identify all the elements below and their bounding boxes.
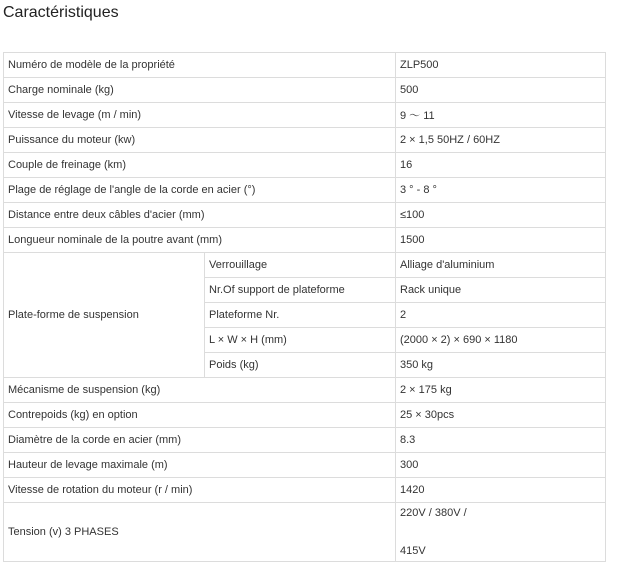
row-value: 3 ° - 8 °	[396, 178, 606, 203]
row-label: Diamètre de la corde en acier (mm)	[4, 428, 396, 453]
row-label: Hauteur de levage maximale (m)	[4, 453, 396, 478]
table-row	[4, 53, 606, 78]
row-value: 8.3	[396, 428, 606, 453]
sub-row-value: 350 kg	[396, 353, 606, 378]
row-label: Mécanisme de suspension (kg)	[4, 378, 396, 403]
row-value: 1500	[396, 228, 606, 253]
table-row	[4, 478, 606, 503]
table-row	[4, 403, 606, 428]
sub-row-value: Rack unique	[396, 278, 606, 303]
row-value: 500	[396, 78, 606, 103]
row-label: Puissance du moteur (kw)	[4, 128, 396, 153]
sub-row-value: (2000 × 2) × 690 × 1180	[396, 328, 606, 353]
row-value: ≤100	[396, 203, 606, 228]
row-label: Vitesse de levage (m / min)	[4, 103, 396, 128]
sub-row-value: Alliage d'aluminium	[396, 253, 606, 278]
row-label: Distance entre deux câbles d'acier (mm)	[4, 203, 396, 228]
sub-row-label: Plateforme Nr.	[205, 303, 396, 328]
row-value: 2 × 175 kg	[396, 378, 606, 403]
sub-row-label: Nr.Of support de plateforme	[205, 278, 396, 303]
table-row	[4, 503, 606, 562]
page-title: Caractéristiques	[3, 4, 119, 21]
row-value: ZLP500	[396, 53, 606, 78]
table-row	[4, 178, 606, 203]
row-value: 2 × 1,5 50HZ / 60HZ	[396, 128, 606, 153]
table-row	[4, 453, 606, 478]
table-row	[4, 253, 606, 278]
platform-group-label: Plate-forme de suspension	[4, 253, 205, 378]
row-label: Longueur nominale de la poutre avant (mm)	[4, 228, 396, 253]
row-value: 300	[396, 453, 606, 478]
row-value: 16	[396, 153, 606, 178]
row-label: Couple de freinage (km)	[4, 153, 396, 178]
row-label: Vitesse de rotation du moteur (r / min)	[4, 478, 396, 503]
row-label: Charge nominale (kg)	[4, 78, 396, 103]
sub-row-value: 2	[396, 303, 606, 328]
row-label: Numéro de modèle de la propriété	[4, 53, 396, 78]
specifications-table	[3, 52, 606, 562]
row-value: 25 × 30pcs	[396, 403, 606, 428]
table-row	[4, 103, 606, 128]
row-value	[396, 503, 606, 562]
table-row	[4, 153, 606, 178]
table-row	[4, 203, 606, 228]
value-line: 220V / 380V /	[400, 507, 467, 519]
row-value: 9 ～ 11	[396, 103, 606, 128]
table-row	[4, 228, 606, 253]
row-label: Tension (v) 3 PHASES	[4, 503, 396, 562]
table-row	[4, 428, 606, 453]
value-line: 415V	[400, 545, 426, 557]
sub-row-label: Poids (kg)	[205, 353, 396, 378]
table-row	[4, 378, 606, 403]
table-row	[4, 128, 606, 153]
sub-row-label: Verrouillage	[205, 253, 396, 278]
row-label: Contrepoids (kg) en option	[4, 403, 396, 428]
table-row	[4, 78, 606, 103]
sub-row-label: L × W × H (mm)	[205, 328, 396, 353]
row-label: Plage de réglage de l'angle de la corde en acier (°)	[4, 178, 396, 203]
row-value: 1420	[396, 478, 606, 503]
